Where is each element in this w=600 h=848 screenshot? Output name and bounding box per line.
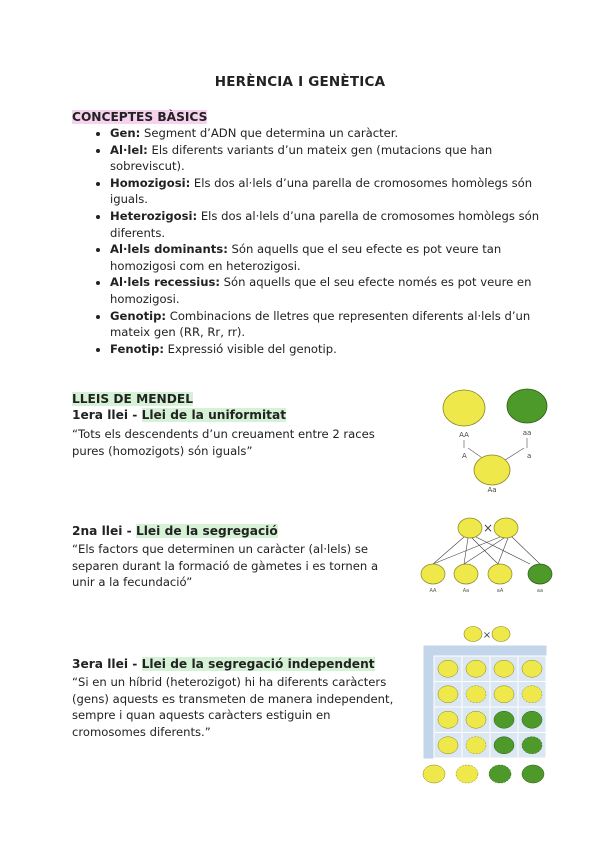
law2-figure <box>418 512 560 596</box>
label-offspring: Aa <box>462 588 470 594</box>
law1-figure <box>436 386 556 496</box>
label-offspring: aa <box>536 588 544 594</box>
punnett-header-col <box>424 646 434 758</box>
law2-prefix: 2na llei - <box>72 524 136 538</box>
pea-yellow <box>438 660 458 677</box>
pea-parent-yellow <box>443 390 485 426</box>
law3-figure <box>420 624 552 792</box>
list-item <box>110 241 550 274</box>
concept-text: Són aquells que el seu efecte només es pot veure en homozigosi. <box>110 275 532 306</box>
concept-term: Gen: <box>110 126 141 140</box>
law2-name: Llei de la segregació <box>135 524 278 538</box>
pea-yellow <box>438 711 458 728</box>
phenotype-row <box>423 765 544 783</box>
list-item <box>110 208 550 241</box>
pea-yellow <box>494 686 514 703</box>
concepts-heading <box>72 110 207 124</box>
label-g1: A <box>462 452 467 460</box>
pea-parent <box>492 627 510 642</box>
pea-yellow <box>466 711 486 728</box>
pea-yellow <box>466 660 486 677</box>
pea-offspring <box>488 564 512 584</box>
list-item <box>110 175 550 208</box>
list-item <box>110 274 550 307</box>
pea-offspring <box>454 564 478 584</box>
concept-text: Els dos al·lels d’una parella de cromosomes homòlegs són diferents. <box>110 208 540 240</box>
law3-prefix: 3era llei - <box>72 657 142 671</box>
list-item <box>110 341 550 358</box>
pea-green <box>522 737 542 754</box>
concept-text: Expressió visible del genotip. <box>163 341 337 356</box>
concepts-list <box>72 125 550 357</box>
mendel-heading <box>72 392 193 406</box>
concept-term: Al·lels dominants: <box>110 242 228 257</box>
label-offspring: AA <box>429 588 437 594</box>
law3-text: “Si en un híbrid (heterozigot) hi ha diferents caràcters (gens) aquests es transmeten de manera independent, sempre i quan aquests caràcters estiguin en cromosomes diferents.” <box>72 675 394 739</box>
law3-name: Llei de la segregació independent <box>141 657 375 671</box>
label-child: Aa <box>487 486 497 494</box>
label-offspring: aA <box>496 588 504 594</box>
list-item <box>110 308 550 341</box>
pea-parent <box>458 518 482 538</box>
pea-parent <box>494 518 518 538</box>
pea-offspring <box>421 564 445 584</box>
law3-title <box>72 657 375 671</box>
concept-text: Combinacions de lletres que representen diferents al·lels d’un mateix gen (RR, Rr, rr). <box>110 308 531 340</box>
label-p1: AA <box>459 431 469 439</box>
pea-phenotype <box>423 765 445 783</box>
concept-term: Genotip: <box>110 308 167 323</box>
pea-phenotype <box>522 765 544 783</box>
pea-yellow <box>494 660 514 677</box>
pea-green <box>494 711 514 728</box>
pea-child <box>474 455 510 485</box>
concept-term: Fenotip: <box>110 341 164 356</box>
pea-yellow <box>438 686 458 703</box>
punnett-cells <box>434 656 546 758</box>
law2-title <box>72 524 278 538</box>
mendel-heading-text: LLEIS DE MENDEL <box>72 392 193 406</box>
pea-yellow <box>466 737 486 754</box>
pea-yellow <box>438 737 458 754</box>
concept-text: Els diferents variants d’un mateix gen (mutacions que han sobreviscut). <box>110 142 493 174</box>
concept-text: Són aquells que el seu efecte es pot veure tan homozigosi com en heterozigosi. <box>110 242 502 273</box>
concept-term: Homozigosi: <box>110 175 191 190</box>
pea-yellow <box>522 686 542 703</box>
pea-yellow <box>466 686 486 703</box>
list-item <box>110 125 550 142</box>
concept-text: Els dos al·lels d’una parella de cromosomes homòlegs són iguals. <box>110 175 533 207</box>
label-g2: a <box>527 452 532 460</box>
cross-symbol: × <box>482 630 492 641</box>
law1-text: “Tots els descendents d’un creuament entre 2 races pures (homozigots) són iguals” <box>72 427 375 458</box>
cross-symbol: × <box>482 521 494 535</box>
law1-title <box>72 408 286 422</box>
law1-prefix: 1era llei - <box>72 408 142 422</box>
pea-phenotype <box>456 765 478 783</box>
law2-text: “Els factors que determinen un caràcter (al·lels) se separen durant la formació de gàmetes i es tornen a unir a la fecundació” <box>72 542 379 590</box>
list-item <box>110 142 550 175</box>
cross-lines <box>433 537 540 564</box>
pea-yellow <box>522 660 542 677</box>
pea-green <box>494 737 514 754</box>
concept-term: Al·lel: <box>110 142 148 157</box>
pea-offspring-green <box>528 564 552 584</box>
pea-parent <box>464 627 482 642</box>
punnett-header-row <box>424 646 546 656</box>
pea-parent-green <box>507 389 547 423</box>
concept-term: Heterozigosi: <box>110 208 198 223</box>
label-p2: aa <box>522 429 532 437</box>
pea-green <box>522 711 542 728</box>
concept-text: Segment d’ADN que determina un caràcter. <box>140 126 399 140</box>
pea-phenotype <box>489 765 511 783</box>
page-title: HERÈNCIA I GENÈTICA <box>214 74 386 90</box>
concepts-heading-text: CONCEPTES BÀSICS <box>72 110 208 124</box>
concept-term: Al·lels recessius: <box>110 275 220 290</box>
law1-name: Llei de la uniformitat <box>141 408 287 422</box>
